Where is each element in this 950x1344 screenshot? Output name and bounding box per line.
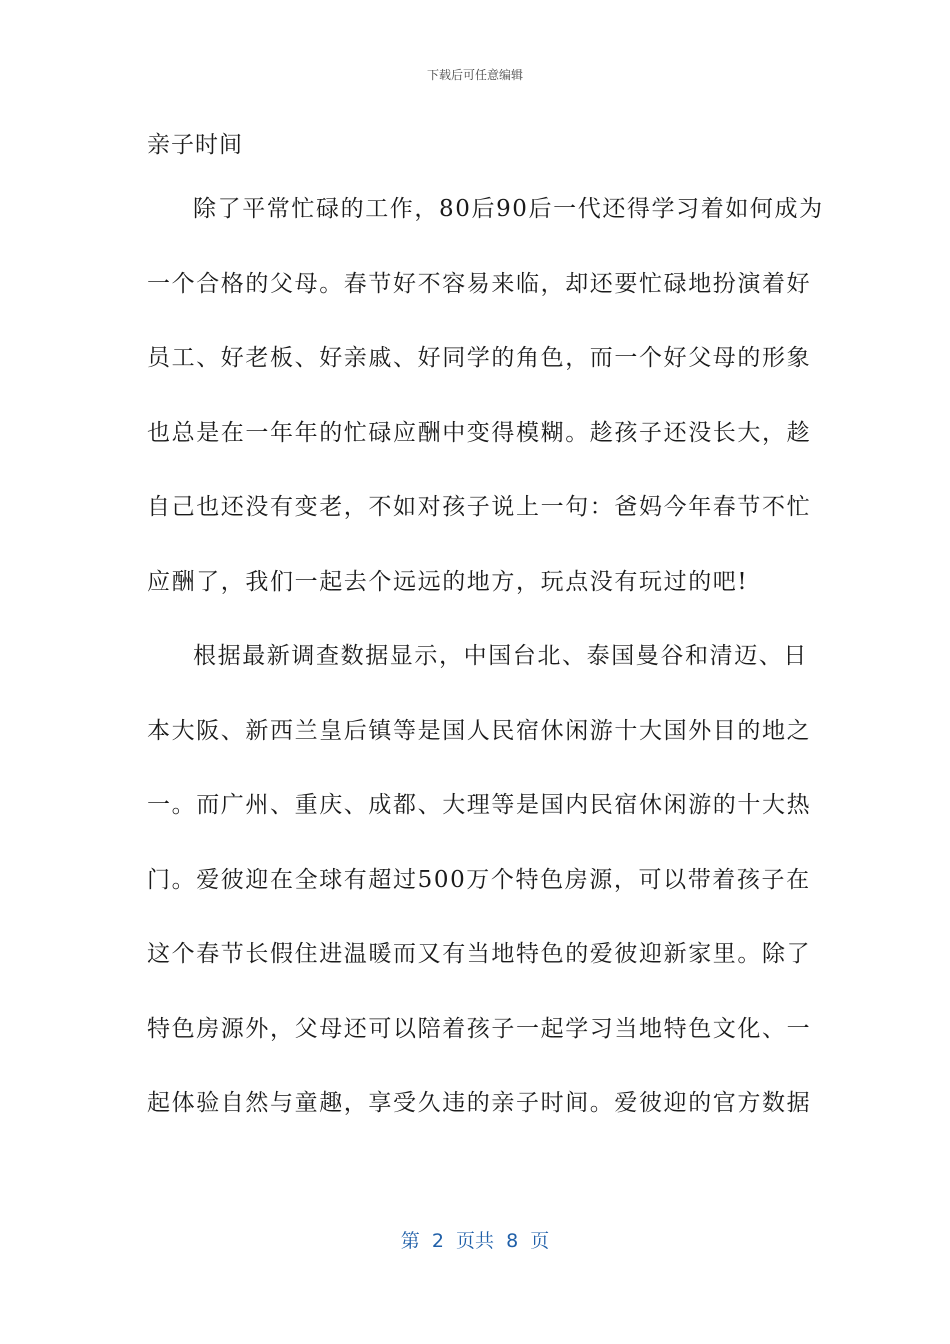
paragraph-lines xyxy=(147,172,824,1141)
text-line: 这个春节长假住进温暖而又有当地特色的爱彼迎新家里。除了 xyxy=(147,941,812,967)
text-line: 一。而广州、重庆、成都、大理等是国内民宿休闲游的十大热 xyxy=(147,792,812,818)
text-line: 本大阪、新西兰皇后镇等是国人民宿休闲游十大国外目的地之 xyxy=(147,717,812,744)
page-number-footer: 第 2 页共 8 页 xyxy=(400,1230,550,1252)
text-line: 应酬了，我们一起去个远远的地方，玩点没有玩过的吧! xyxy=(147,568,749,595)
document-body xyxy=(147,118,824,1141)
text-line: 根据最新调查数据显示，中国台北、泰国曼谷和清迈、日 xyxy=(193,643,808,669)
text-line: 自己也还没有变老，不如对孩子说上一句：爸妈今年春节不忙 xyxy=(147,494,812,520)
text-line: 除了平常忙碌的工作，80后90后一代还得学习着如何成为 xyxy=(193,196,824,222)
text-line: 起体验自然与童趣，享受久违的亲子时间。爱彼迎的官方数据 xyxy=(147,1090,812,1116)
text-line: 也总是在一年年的忙碌应酬中变得模糊。趁孩子还没长大，趁 xyxy=(147,419,812,446)
text-line: 门。爱彼迎在全球有超过500万个特色房源，可以带着孩子在 xyxy=(147,866,811,893)
text-line: 一个合格的父母。春节好不容易来临，却还要忙碌地扮演着好 xyxy=(147,270,812,297)
text-line: 特色房源外，父母还可以陪着孩子一起学习当地特色文化、一 xyxy=(147,1015,812,1042)
section-title: 亲子时间 xyxy=(147,132,243,158)
page-header: 下载后可任意编辑 xyxy=(426,68,523,82)
text-line: 员工、好老板、好亲戚、好同学的角色，而一个好父母的形象 xyxy=(147,345,812,371)
